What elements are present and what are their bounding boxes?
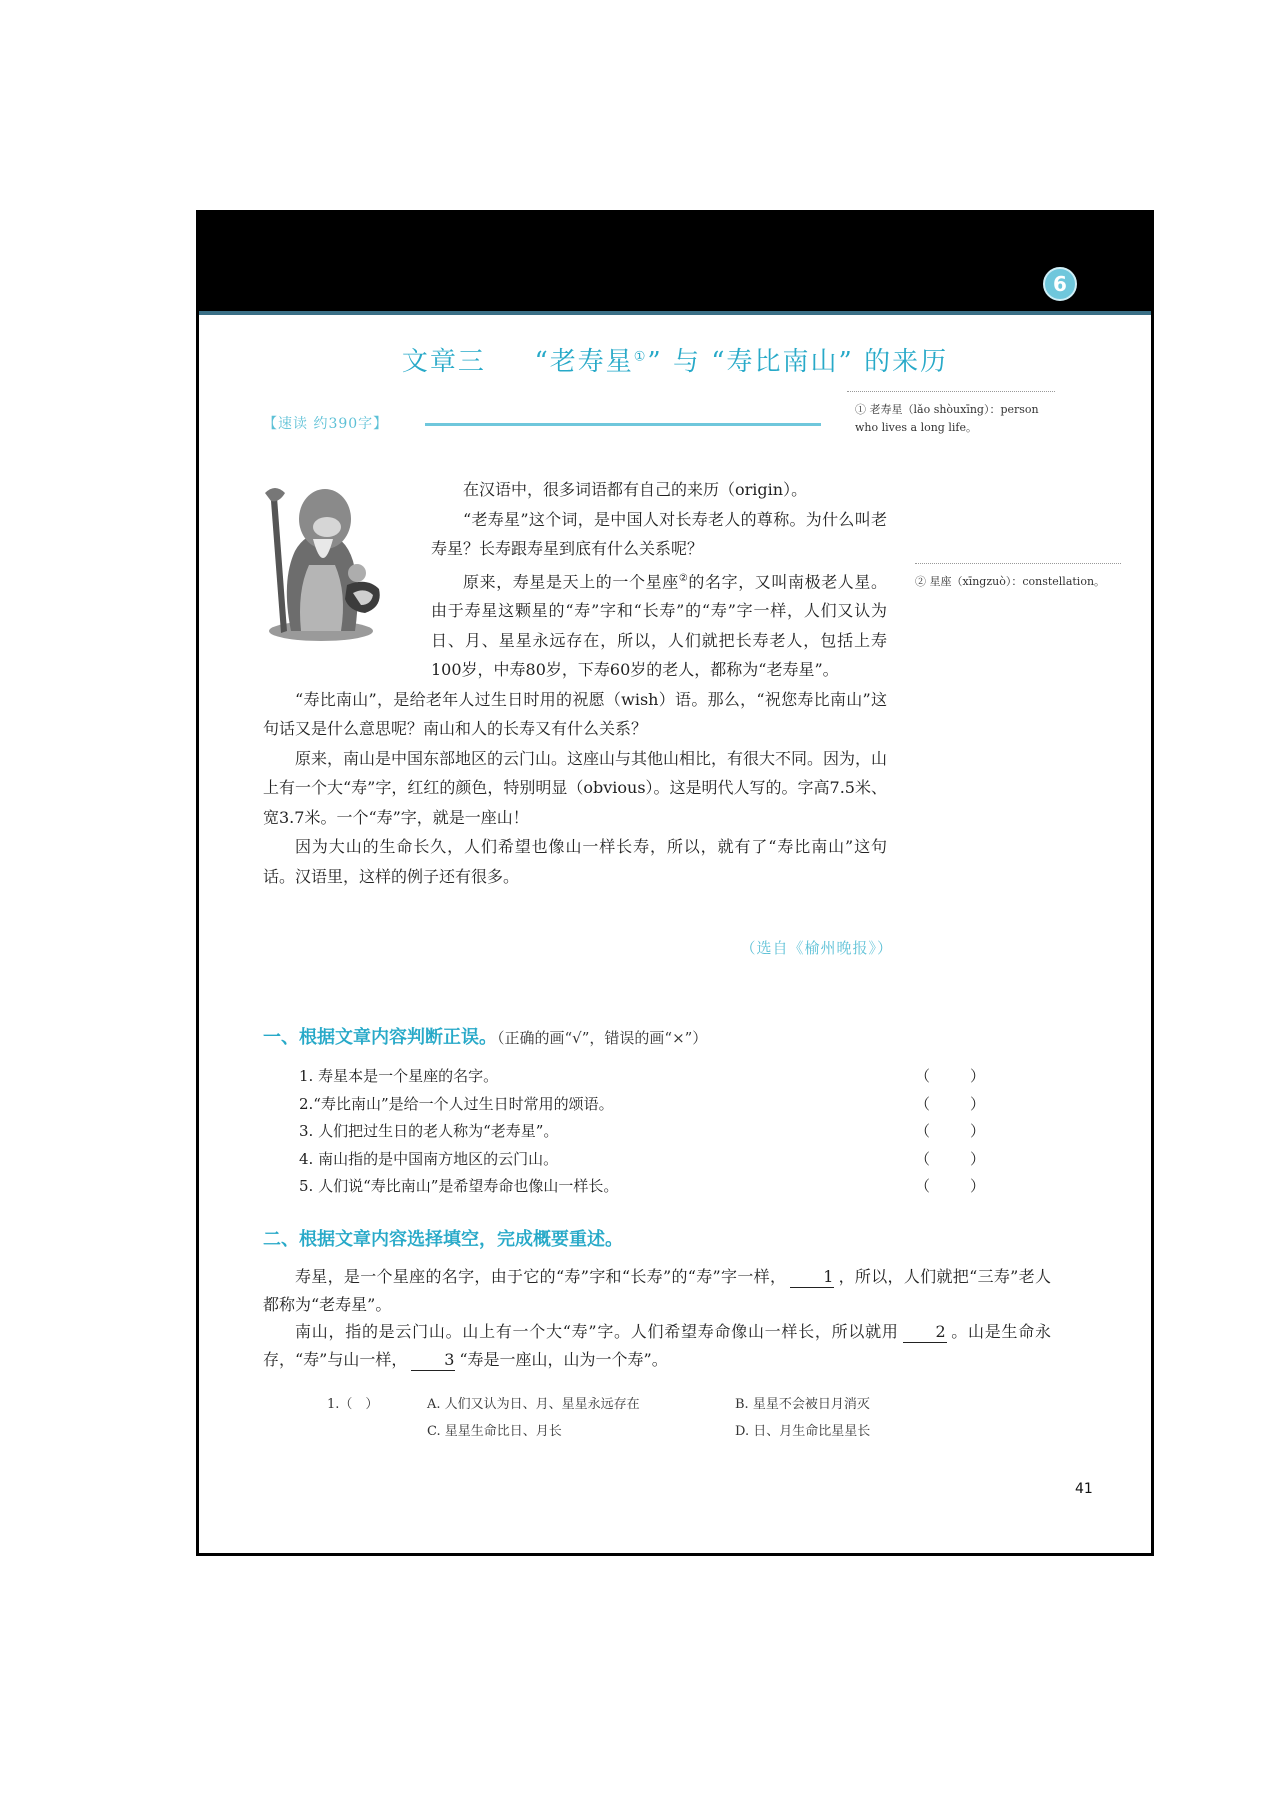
paragraph-2: “老寿星”这个词，是中国人对长寿老人的尊称。为什么叫老寿星？长寿跟寿星到底有什么关系呢？ <box>431 509 887 558</box>
summary-paragraph-1: 寿星，是一个星座的名字，由于它的“寿”字和“长寿”的“寿”字一样， 1 ，所以，人们就把“三寿”老人都称为“老寿星”。 <box>263 1267 1051 1314</box>
list-item: 3. 人们把过生日的老人称为“老寿星”。 （ ） <box>299 1118 899 1146</box>
blank-1[interactable]: 1 <box>790 1267 834 1288</box>
title-part2: ” 与 “寿比南山” 的来历 <box>647 347 949 377</box>
header-band <box>199 213 1151 311</box>
blank-3[interactable]: 3 <box>411 1350 455 1371</box>
list-item: 5. 人们说“寿比南山”是希望寿命也像山一样长。 （ ） <box>299 1173 899 1201</box>
section-1-title: 一、根据文章内容判断正误。（正确的画“√”，错误的画“×”） <box>263 1027 708 1048</box>
summary-text <box>263 1263 1051 1373</box>
section-1-note: （正确的画“√”，错误的画“×”） <box>497 1029 708 1047</box>
summary-paragraph-2: 南山，指的是云门山。山上有一个大“寿”字。人们希望寿命像山一样长，所以就用 2 。山是生命永存，“寿”与山一样， 3 “寿是一座山，山为一个寿”。 <box>263 1322 1051 1369</box>
footnote-mark-2: ② <box>678 572 689 584</box>
true-false-list <box>299 1063 985 1201</box>
reading-tag: 【速读 约390字】 <box>263 416 389 432</box>
footnote-divider <box>847 391 1055 392</box>
paragraph-1: 在汉语中，很多词语都有自己的来历（origin）。 <box>463 480 808 499</box>
reading-bar <box>425 423 821 426</box>
paragraph-6: 因为大山的生命长久，人们希望也像山一样长寿，所以，就有了“寿比南山”这句话。汉语里，这样的例子还有很多。 <box>263 837 887 886</box>
page-number: 41 <box>1075 1481 1093 1497</box>
answer-box[interactable]: （ ） <box>915 1122 985 1140</box>
option-a[interactable]: A. 人们又认为日、月、星星永远存在 <box>427 1397 640 1412</box>
title-part1: “老寿星 <box>534 347 634 377</box>
option-d[interactable]: D. 日、月生命比星星长 <box>735 1424 871 1439</box>
option-c[interactable]: C. 星星生命比日、月长 <box>427 1424 562 1439</box>
unit-badge: 6 <box>1043 267 1077 301</box>
article-body <box>263 475 887 891</box>
list-item: 4. 南山指的是中国南方地区的云门山。 （ ） <box>299 1146 899 1174</box>
article-number: 文章三 <box>401 347 486 377</box>
title-footnote-mark: ① <box>633 349 648 365</box>
list-item: 2.“寿比南山”是给一个人过生日时常用的颂语。 （ ） <box>299 1091 899 1119</box>
paragraph-4: “寿比南山”，是给老年人过生日时用的祝愿（wish）语。那么，“祝您寿比南山”这句话又是什么意思呢？南山和人的长寿又有什么关系？ <box>263 689 887 739</box>
footnote-2: ② 星座（xīngzuò）：constellation。 <box>915 575 1106 588</box>
answer-box[interactable]: （ ） <box>915 1094 985 1113</box>
question-number[interactable]: 1.（ ） <box>327 1397 379 1412</box>
article-source: （选自《榆州晚报》） <box>740 939 893 957</box>
header-rule <box>199 311 1151 315</box>
textbook-page <box>196 210 1154 1556</box>
blank-2[interactable]: 2 <box>903 1322 947 1343</box>
paragraph-3: 原来，寿星是天上的一个星座②的名字，又叫南极老人星。由于寿星这颗星的“寿”字和“长寿”的“寿”字一样，人们又认为日、月、星星永远存在，所以，人们就把长寿老人，包括上寿100岁，中寿80岁，下寿60岁的老人，都称为“老寿星”。 <box>431 571 887 680</box>
option-b[interactable]: B. 星星不会被日月消灭 <box>735 1397 870 1412</box>
footnote-1: ① 老寿星（lǎo shòuxīng）：person who lives a long life。 <box>855 403 1039 434</box>
section-2-title: 二、根据文章内容选择填空，完成概要重述。 <box>263 1229 623 1250</box>
article-title <box>199 341 1151 378</box>
list-item: 1. 寿星本是一个星座的名字。 （ ） <box>299 1063 899 1091</box>
answer-box[interactable]: （ ） <box>915 1067 985 1085</box>
answer-box[interactable]: （ ） <box>915 1177 985 1195</box>
footnote-divider-2 <box>915 563 1121 564</box>
paragraph-5: 原来，南山是中国东部地区的云门山。这座山与其他山相比，有很大不同。因为，山上有一个大“寿”字，红红的颜色，特别明显（obvious）。这是明代人写的。字高7.5米、宽3.7米。一个“寿”字，就是一座山！ <box>263 748 888 827</box>
answer-box[interactable]: （ ） <box>915 1149 985 1168</box>
